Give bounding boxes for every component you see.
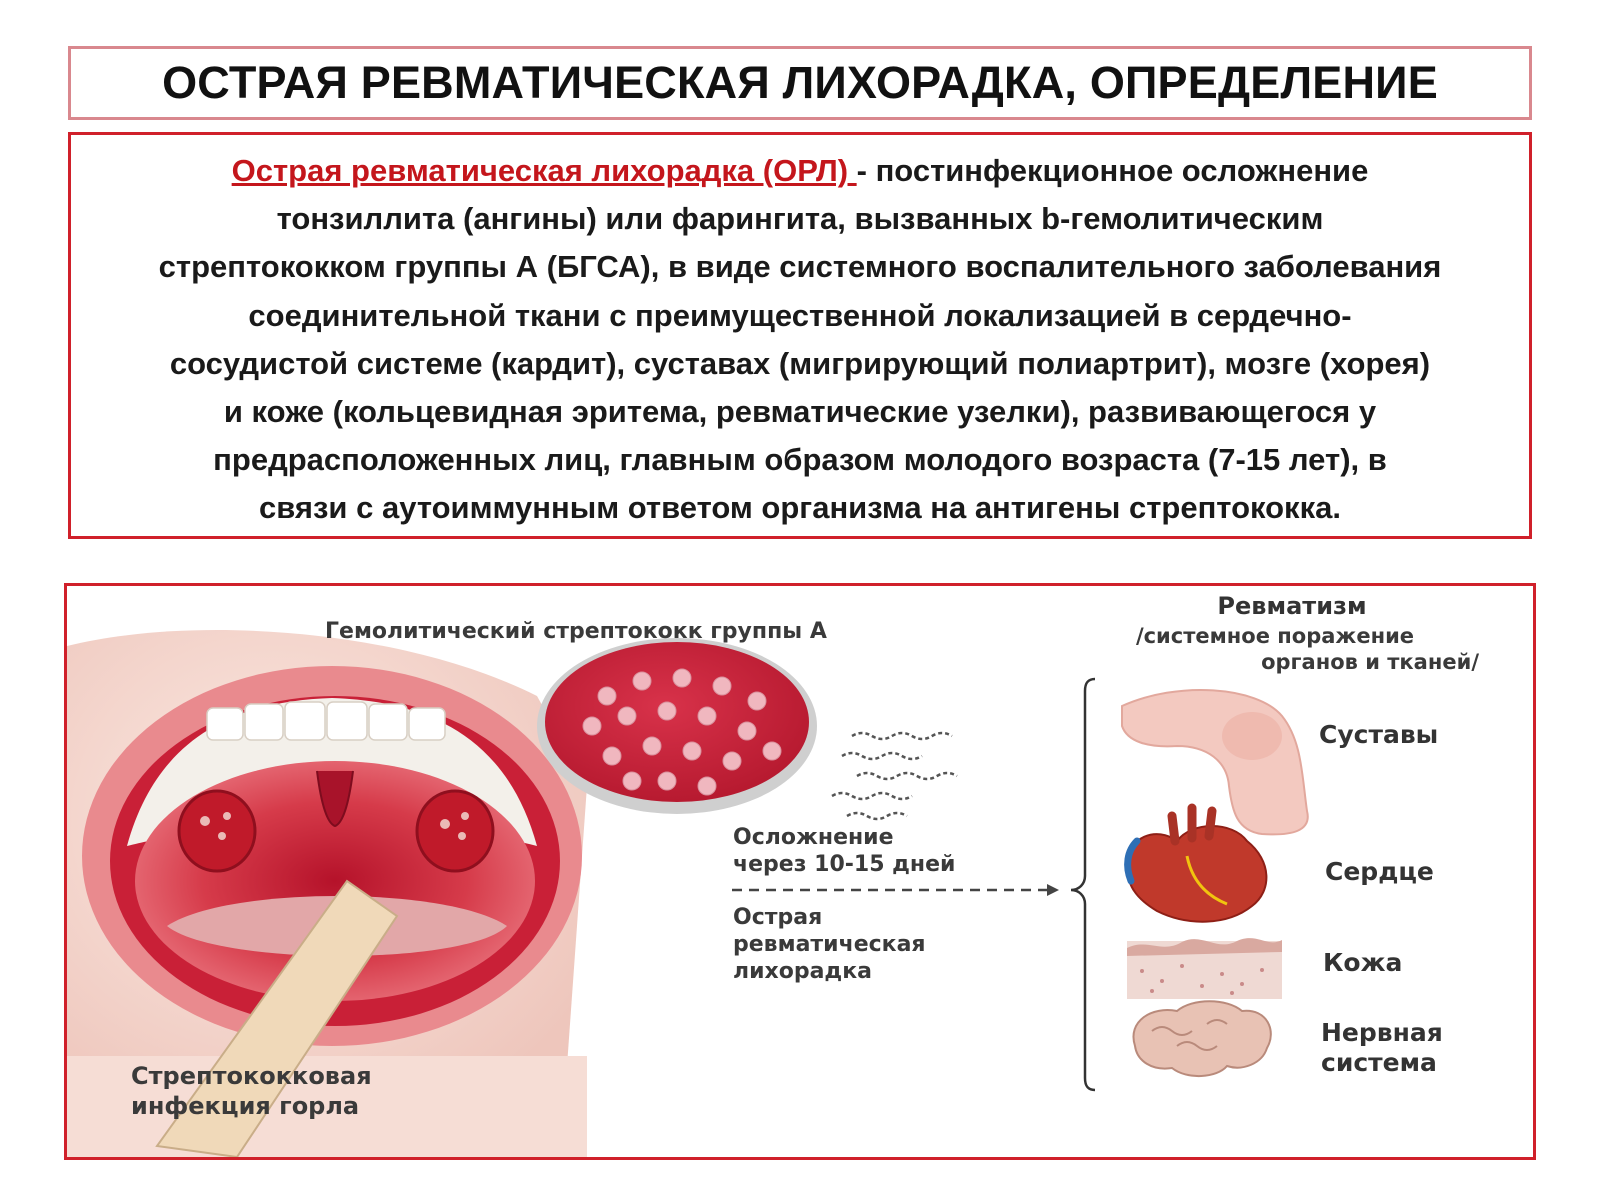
arf-label: ревматическая xyxy=(733,932,926,957)
brain-illustration xyxy=(1133,1001,1270,1076)
organ-label-nervous-system: система xyxy=(1321,1048,1437,1077)
illustration-svg xyxy=(67,586,1533,1157)
skin-illustration xyxy=(1127,938,1282,999)
title-box xyxy=(68,46,1532,120)
throat-infection-label: инфекция горла xyxy=(131,1092,360,1120)
bacteria-squiggles xyxy=(832,733,957,819)
definition-line: тонзиллита (ангины) или фарингита, вызванных b-гемолитическим xyxy=(276,201,1324,237)
definition-line: и коже (кольцевидная эритема, ревматические узелки), развивающегося у xyxy=(223,394,1377,430)
page-title: ОСТРАЯ РЕВМАТИЧЕСКАЯ ЛИХОРАДКА, ОПРЕДЕЛЕНИЕ xyxy=(162,57,1438,108)
organ-label-skin: Кожа xyxy=(1323,948,1403,977)
complication-label: Осложнение xyxy=(733,825,894,850)
petri-dish-illustration xyxy=(537,638,817,814)
rheumatism-subtitle: органов и тканей/ xyxy=(1261,650,1479,674)
definition-box xyxy=(68,132,1532,539)
definition-line: связи с аутоиммунным ответом организма на антигены стрептококка. xyxy=(259,490,1341,526)
definition-line xyxy=(93,147,1507,195)
bacteria-label: Гемолитический стрептококк группы А xyxy=(325,619,827,644)
organ-label-joints: Суставы xyxy=(1319,720,1439,749)
definition-line: сосудистой системе (кардит), суставах (мигрирующий полиартрит), мозге (хорея) xyxy=(169,345,1431,381)
rheumatism-subtitle: /системное поражение xyxy=(1135,624,1415,648)
arf-label: Острая xyxy=(733,905,823,930)
definition-line: стрептококком группы А (БГСА), в виде системного воспалительного заболевания xyxy=(158,249,1442,285)
arf-label: лихорадка xyxy=(733,959,872,984)
throat-infection-label: Стрептококковая xyxy=(131,1062,372,1090)
organ-label-nervous-system: Нервная xyxy=(1321,1018,1443,1047)
rheumatism-title: Ревматизм xyxy=(1217,592,1367,620)
definition-text: - постинфекционное осложнение xyxy=(856,153,1369,188)
definition-line: соединительной ткани с преимущественной локализацией в сердечно- xyxy=(248,297,1352,333)
illustration-box xyxy=(64,583,1536,1160)
organs-bracket xyxy=(1071,679,1095,1090)
definition-term: Острая ревматическая лихорадка (ОРЛ) xyxy=(231,153,857,188)
complication-label: через 10-15 дней xyxy=(733,852,956,877)
dashed-arrow xyxy=(732,884,1059,896)
organ-label-heart: Сердце xyxy=(1325,857,1434,886)
definition-line: предрасположенных лиц, главным образом молодого возраста (7-15 лет), в xyxy=(213,442,1387,478)
